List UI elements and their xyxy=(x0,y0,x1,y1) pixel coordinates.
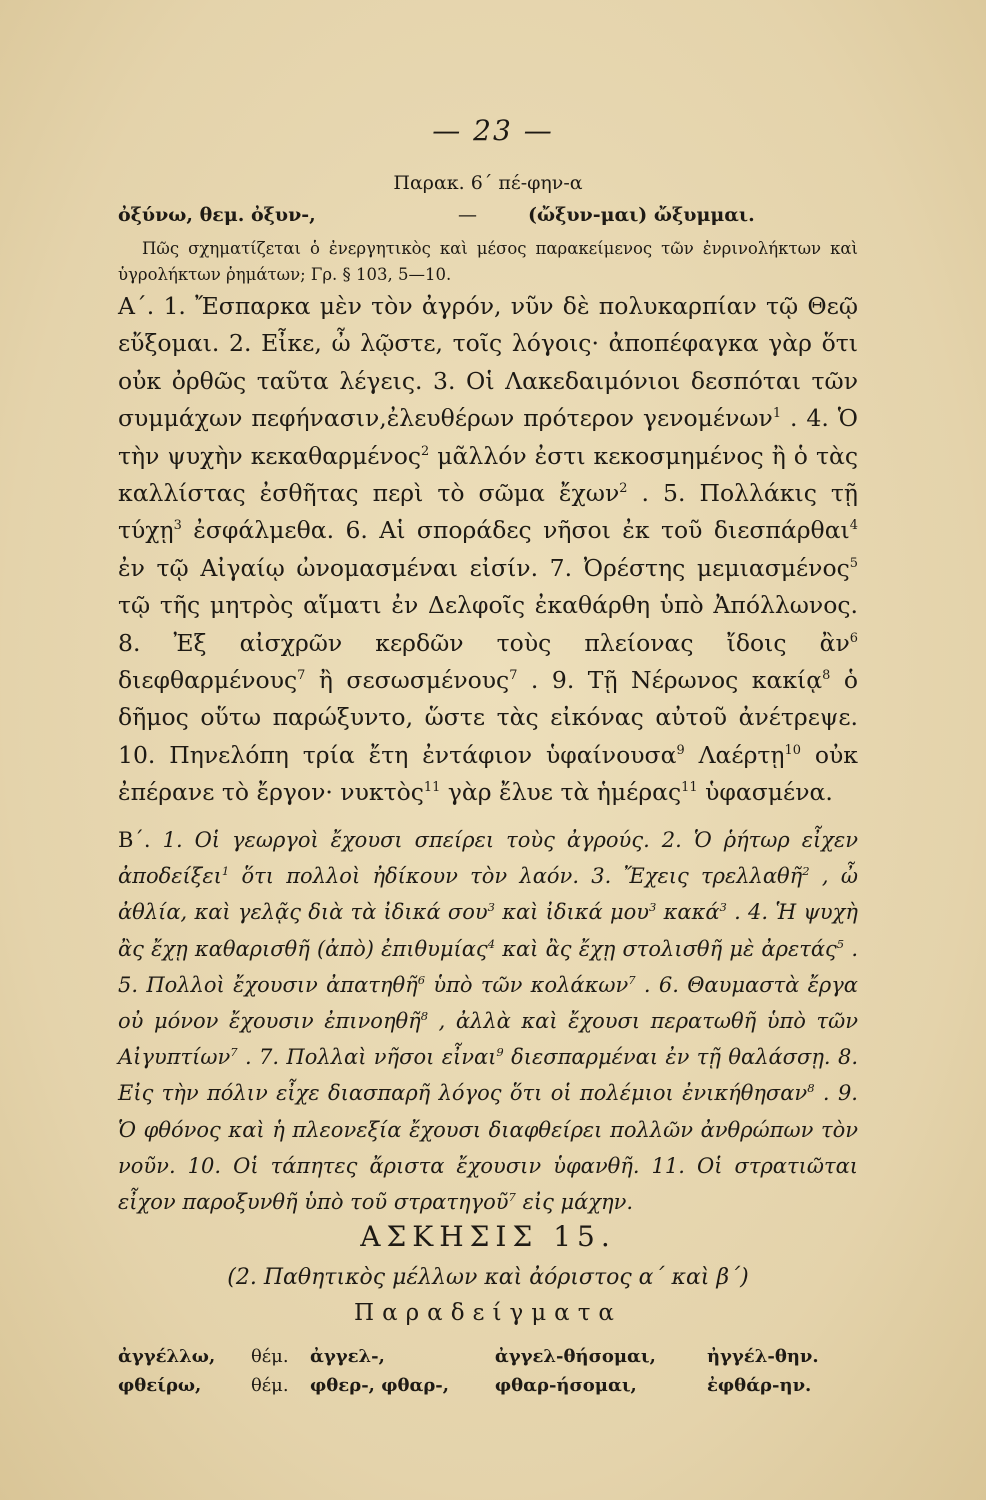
footnote-marker: 2 xyxy=(421,443,430,459)
sentence-text: καὶ ἰδικά μου xyxy=(502,900,650,925)
sentence-text: εἰς μάχην. xyxy=(522,1190,634,1215)
sentence-text: , ἀλλὰ καὶ ἔχουσι περατωθῆ ὑπὸ τῶν Αἰγυπτίων xyxy=(118,1009,858,1070)
footnote-marker: 3 xyxy=(487,900,495,915)
example-cell: ἀγγέλλω, xyxy=(118,1346,216,1367)
sentence-text: γὰρ ἔλυε τὰ ἡμέρας xyxy=(447,778,682,807)
footnote-marker: 11 xyxy=(681,780,698,796)
sentence-text: διεφθαρμένους xyxy=(118,666,298,695)
footnote-marker: 8 xyxy=(420,1009,429,1024)
sentence-text: ὅτι πολλοὶ ἠδίκουν τὸν λαόν. 3. Ἔχεις τρελλαθῆ xyxy=(241,864,803,889)
footnote-marker: 4 xyxy=(849,518,858,534)
sentence-text: . 6. Θαυμαστὰ ἔργα οὐ μόνον ἔχουσιν ἐπινοηθῆ xyxy=(118,972,858,1034)
sentence-text: . 5. Πολλάκις τῇ τύχῃ xyxy=(118,479,858,545)
example-cell: θέμ. xyxy=(250,1346,289,1367)
footnote-marker: 5 xyxy=(849,556,858,572)
footnote-marker: 5 xyxy=(836,936,845,951)
sentence-text: . 5. Πολλοὶ ἔχουσιν ἀπατηθῆ xyxy=(118,936,859,997)
example-row xyxy=(118,1373,858,1402)
sentence-text: ὑφασμένα. xyxy=(705,778,833,807)
dash: — xyxy=(458,204,477,226)
sentence-text: ἐν τῷ Αἰγαίῳ ὠνομασμέναι εἰσίν. 7. Ὀρέστης μεμιασμένος xyxy=(118,553,850,582)
sentence-text: καὶ ἂς ἔχῃ στολισθῆ μὲ ἀρετάς xyxy=(502,936,837,961)
examples-table xyxy=(118,1344,858,1402)
example-cell: φθαρ-ήσομαι, xyxy=(494,1375,637,1396)
footnote-marker: 7 xyxy=(628,972,636,987)
grammar-question: Πῶς σχηματίζεται ὁ ἐνεργητικὸς καὶ μέσος παρακείμενος τῶν ἐνρινολήκτων καὶ ὑγρολήκτων ῥημάτων; Γρ. § 103, 5—10. xyxy=(118,239,858,284)
examples-heading: Παραδείγματα xyxy=(354,1300,622,1326)
footnote-marker: 6 xyxy=(849,630,858,646)
footnote-marker: 1 xyxy=(221,864,230,879)
sentence-text: . 9. Τῇ Νέρωνος κακίᾳ xyxy=(530,666,823,695)
footnote-marker: 3 xyxy=(649,900,657,915)
sentence-text: μᾶλλόν ἐστι κεκοσμημένος ἢ ὁ τὰς καλλίστας ἐσθῆτας περὶ τὸ σῶμα ἔχων xyxy=(118,441,858,508)
sentence-text: , ὦ ἀθλία, καὶ γελᾷς διὰ τὰ ἰδικά σου xyxy=(118,864,858,925)
sentence-text: ὁ δῆμος οὕτω παρώξυντο, ὥστε τὰς εἰκόνας αὐτοῦ ἀνέτρεψε. 10. Πηνελόπη τρία ἔτη ἐντάφιον ὑφαίνουσα xyxy=(118,666,858,769)
exercise-title: ΑΣΚΗΣΙΣ 15. xyxy=(360,1220,616,1253)
sentence-text: ὑπὸ τῶν κολάκων xyxy=(433,972,629,997)
footnote-marker: 2 xyxy=(619,481,628,497)
footnote-marker: 8 xyxy=(807,1081,815,1096)
sentence-text: διεσπαρμέναι ἐν τῇ θαλάσσῃ. 8. Εἰς τὴν πόλιν εἶχε διασπαρῆ λόγος ὅτι οἱ πολέμιοι ἐνικήθησαν xyxy=(118,1045,859,1106)
exercise-section-a xyxy=(118,288,858,812)
footnote-marker: 7 xyxy=(297,668,306,684)
page-number: — 23 — xyxy=(432,114,554,147)
footnote-marker: 11 xyxy=(423,780,441,796)
example-cell: φθείρω, xyxy=(118,1375,202,1396)
sentence-text: . 7. Πολλαὶ νῆσοι εἶναι xyxy=(245,1045,497,1070)
example-row xyxy=(118,1344,858,1373)
sentence-text: 1. Οἱ γεωργοὶ ἔχουσι σπείρει τοὺς ἀγρούς. 2. Ὁ ῥήτωρ εἶχεν ἀποδείξει xyxy=(118,828,858,889)
footnote-marker: 7 xyxy=(508,1190,516,1205)
footnote-marker: 4 xyxy=(487,936,496,951)
footnote-marker: 10 xyxy=(784,743,801,759)
sentence-text: . 9. Ὁ φθόνος καὶ ἡ πλεονεξία ἔχουσι διαφθείρει πολλῶν ἀνθρώπων τὸν νοῦν. 10. Οἱ τάπητες ἄριστα ἔχουσιν ὑφανθῆ. 11. Οἱ στρατιῶται εἶχον παροξυνθῆ ὑπὸ τοῦ στρατηγοῦ xyxy=(118,1081,858,1215)
example-cell: θέμ. xyxy=(250,1375,289,1396)
example-cell: ἠγγέλ-θην. xyxy=(706,1346,819,1367)
exercise-section-b xyxy=(118,822,858,1220)
footnote-marker: 6 xyxy=(417,972,426,987)
sentence-text: ἐσφάλμεθα. 6. Αἱ σποράδες νῆσοι ἐκ τοῦ διεσπάρθαι xyxy=(193,516,850,545)
sentence-text: . 4. Ὁ τὴν ψυχὴν κεκαθαρμένος xyxy=(118,404,858,470)
footnote-marker: 3 xyxy=(719,900,727,915)
verb-perfect-forms: (ὤξυν-μαι) ὤξυμμαι. xyxy=(528,204,755,226)
sentence-text: ἢ σεσωσμένους xyxy=(318,666,510,695)
example-cell: φθερ-, φθαρ-, xyxy=(309,1375,450,1396)
footnote-marker: 8 xyxy=(822,668,831,684)
footnote-marker: 1 xyxy=(772,406,782,422)
sentence-text: . 4. Ἡ ψυχὴ ἂς ἔχῃ καθαρισθῆ (ἀπὸ) ἐπιθυμίας xyxy=(118,900,858,961)
section-a-label: Α΄. xyxy=(118,292,155,320)
footnote-marker: 7 xyxy=(509,668,518,684)
sentence-text: 1. Ἔσπαρκα μὲν τὸν ἀγρόν, νῦν δὲ πολυκαρπίαν τῷ Θεῷ εὔξομαι. 2. Εἶκε, ὦ λῷστε, τοῖς λόγοις· ἀποπέφαγκα γὰρ ὅτι οὐκ ὀρθῶς ταῦτα λέγεις. 3. Οἱ Λακεδαιμόνιοι δεσπόται τῶν συμμάχων πεφήνασιν,ἐλευθέρων πρότερον γενομένων xyxy=(118,292,858,433)
footnote-marker: 9 xyxy=(496,1045,504,1060)
example-cell: ἀγγελ-, xyxy=(309,1346,385,1367)
footnote-marker: 9 xyxy=(676,743,685,759)
example-cell: ἐφθάρ-ην. xyxy=(706,1375,812,1396)
example-cell: ἀγγελ-θήσομαι, xyxy=(494,1346,656,1367)
footnote-marker: 7 xyxy=(230,1045,238,1060)
perfect-header: Παρακ. 6΄ πέ-φην-α xyxy=(393,172,583,194)
verb-stem: ὀξύνω, θεμ. ὀξυν-, xyxy=(118,204,316,226)
sentence-text: οὐκ ἐπέρανε τὸ ἔργον· νυκτὸς xyxy=(118,740,858,807)
footnote-marker: 3 xyxy=(173,518,182,534)
footnote-marker: 2 xyxy=(802,864,810,879)
exercise-subtitle: (2. Παθητικὸς μέλλων καὶ ἀόριστος α΄ καὶ β΄) xyxy=(227,1265,749,1290)
sentence-text: Λαέρτῃ xyxy=(698,740,785,769)
sentence-text: τῷ τῆς μητρὸς αἵματι ἐν Δελφοῖς ἐκαθάρθη ὑπὸ Ἀπόλλωνος. 8. Ἐξ αἰσχρῶν κερδῶν τοὺς πλείονας ἴδοις ἂν xyxy=(118,591,858,657)
sentence-text: κακά xyxy=(663,900,720,925)
section-b-label: Β΄. xyxy=(118,828,151,852)
